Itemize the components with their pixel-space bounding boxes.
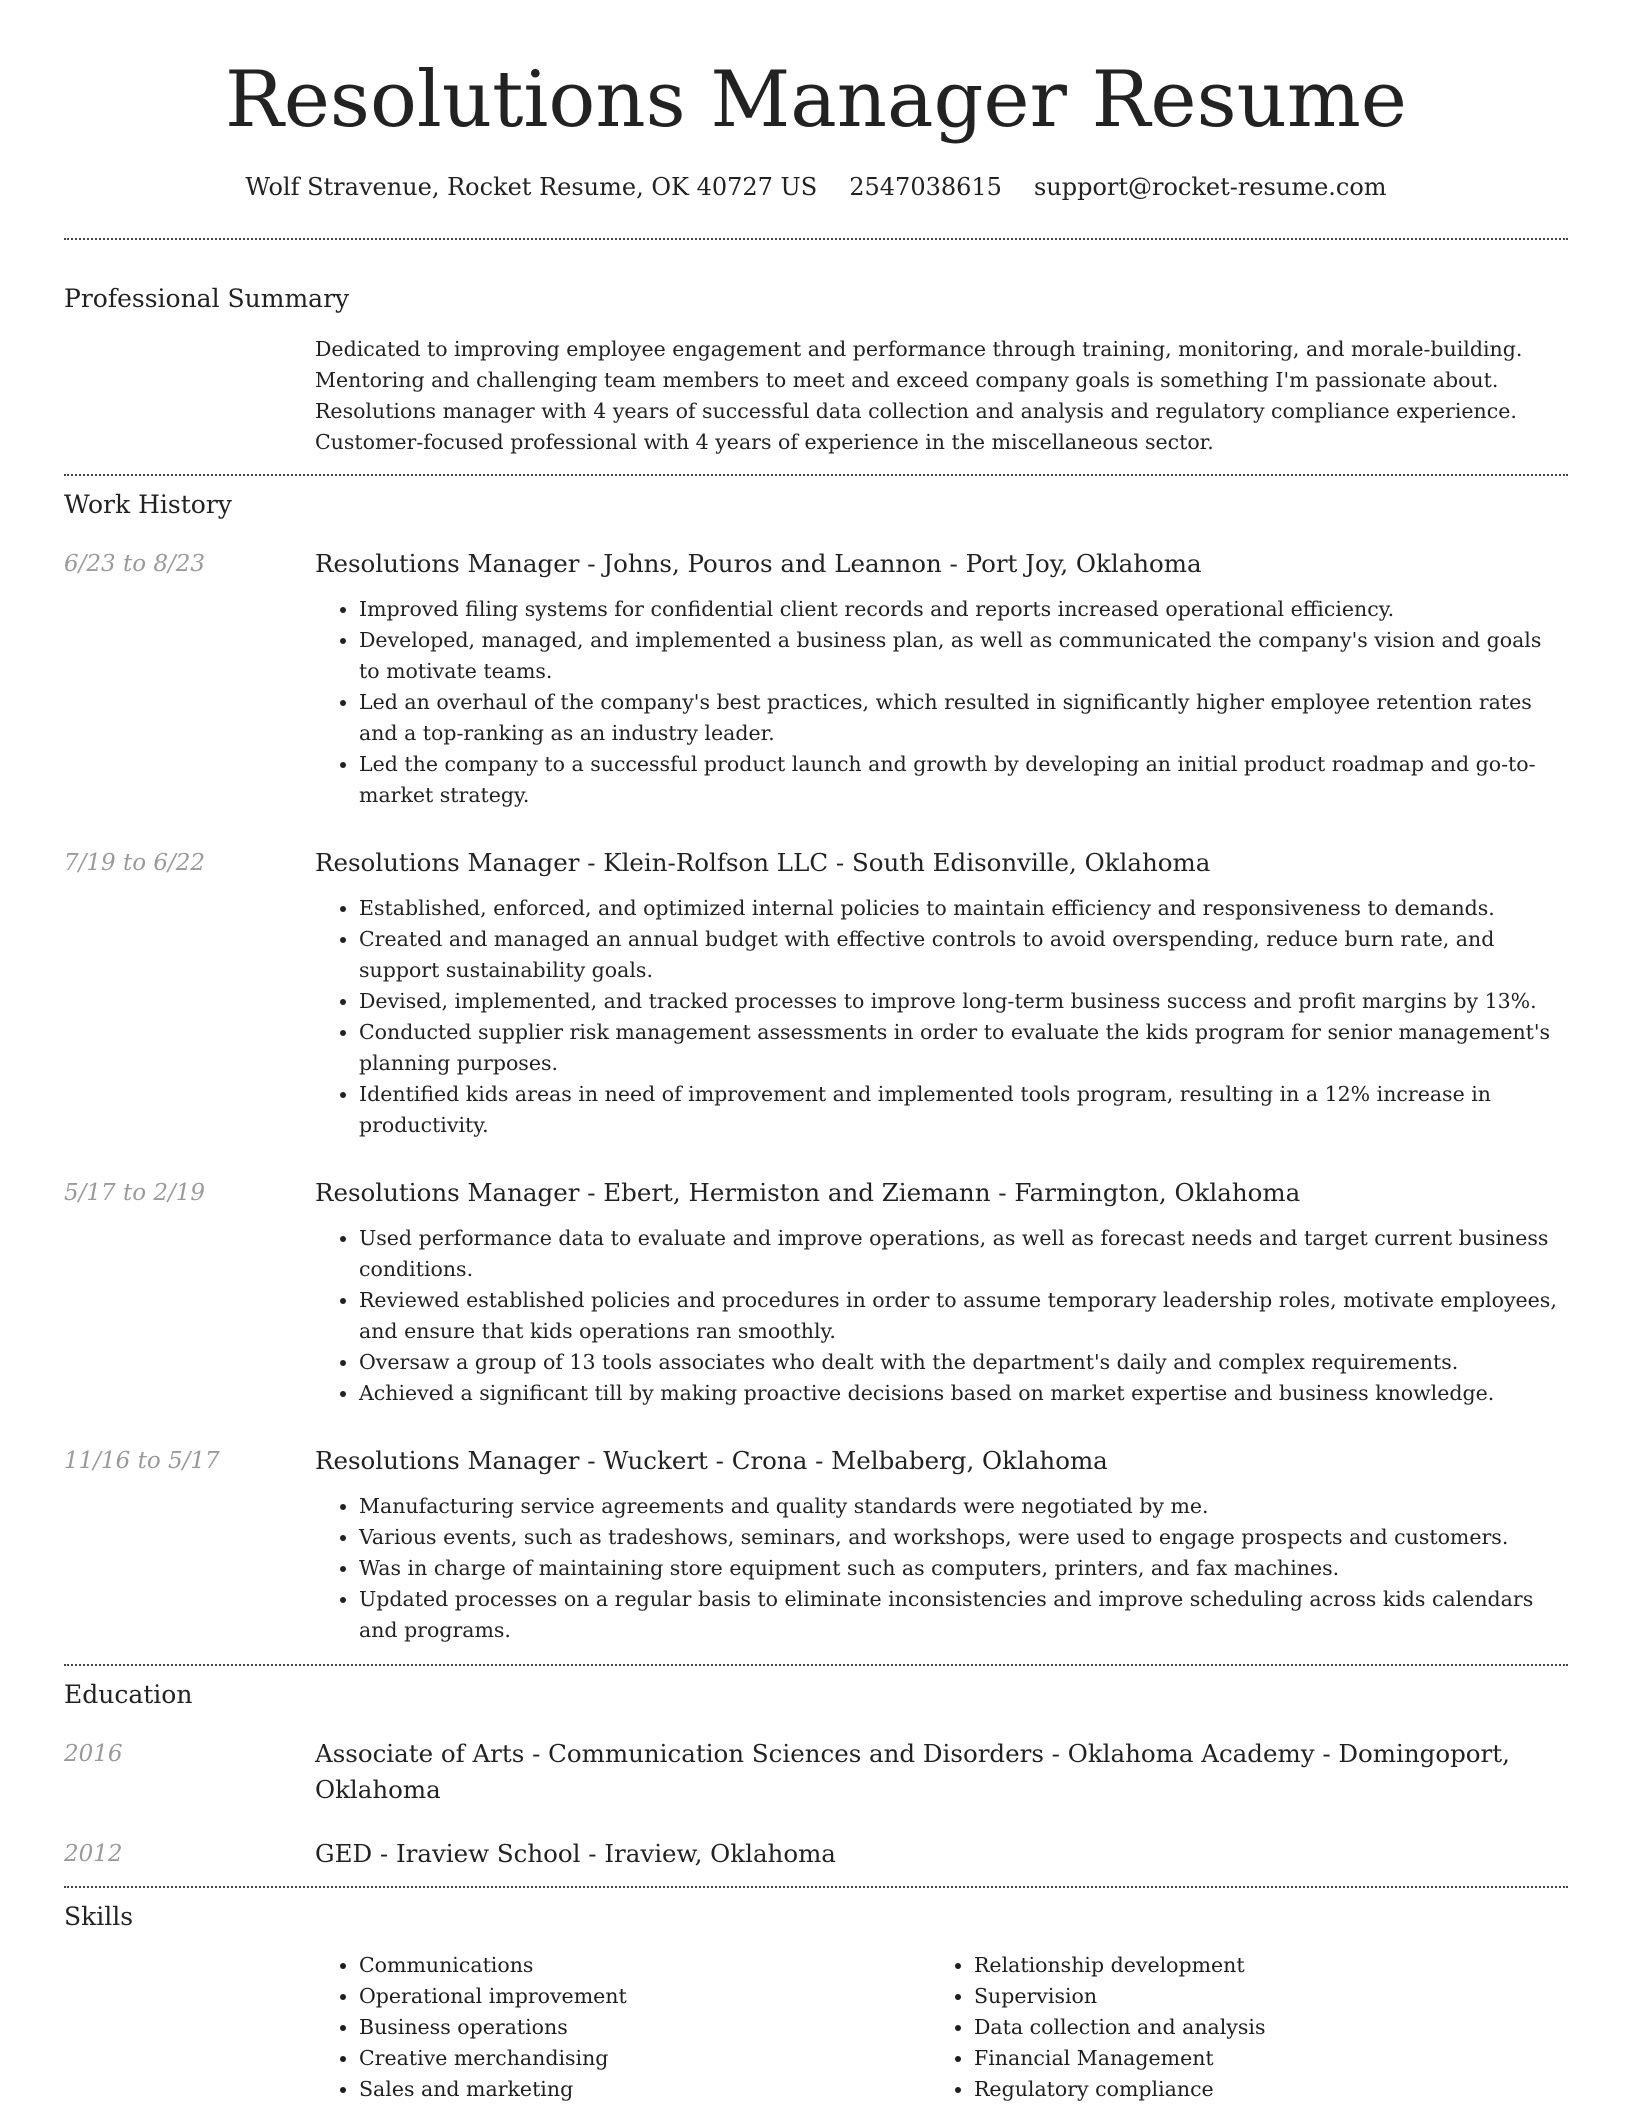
work-entry xyxy=(64,546,1568,811)
skills-column-left xyxy=(315,1950,930,2105)
skills-heading: Skills xyxy=(64,1902,134,1931)
work-entry xyxy=(64,1175,1568,1409)
skill-item: • Business operations xyxy=(359,2012,930,2043)
summary-text xyxy=(315,334,1565,458)
work-title: Resolutions Manager - Klein-Rolfson LLC - South Edisonville, Oklahoma xyxy=(315,848,1211,877)
skills-list xyxy=(315,1950,1568,2105)
section-divider xyxy=(64,474,1568,476)
contact-email: support@rocket-resume.com xyxy=(1033,173,1387,201)
work-bullet: • Achieved a significant till by making proactive decisions based on market expertise and business knowledge. xyxy=(359,1378,1568,1409)
work-bullets xyxy=(315,594,1568,811)
education-date: 2012 xyxy=(64,1841,123,1867)
skill-item: • Relationship development xyxy=(974,1950,1545,1981)
work-date: 11/16 to 5/17 xyxy=(64,1448,220,1474)
work-date: 5/17 to 2/19 xyxy=(64,1180,206,1206)
summary-heading: Professional Summary xyxy=(64,284,350,313)
work-title: Resolutions Manager - Johns, Pouros and Leannon - Port Joy, Oklahoma xyxy=(315,549,1202,578)
work-bullet: • Was in charge of maintaining store equipment such as computers, printers, and fax machines. xyxy=(359,1553,1568,1584)
work-bullet: • Improved filing systems for confidential client records and reports increased operational efficiency. xyxy=(359,594,1568,625)
skill-item: • Data collection and analysis xyxy=(974,2012,1545,2043)
work-bullet: • Identified kids areas in need of improvement and implemented tools program, resulting in a 12% increase in productivity. xyxy=(359,1079,1568,1141)
work-entry xyxy=(64,1443,1568,1646)
work-history-heading: Work History xyxy=(64,490,232,519)
work-bullet: • Used performance data to evaluate and improve operations, as well as forecast needs and target current business conditions. xyxy=(359,1223,1568,1285)
work-bullet: • Various events, such as tradeshows, seminars, and workshops, were used to engage prospects and customers. xyxy=(359,1522,1568,1553)
section-divider xyxy=(64,238,1568,240)
work-bullet: • Established, enforced, and optimized internal policies to maintain efficiency and responsiveness to demands. xyxy=(359,893,1568,924)
resume-page xyxy=(64,0,1568,2105)
resume-title: Resolutions Manager Resume xyxy=(225,55,1407,145)
education-entry xyxy=(64,1736,1568,1808)
summary-line: Dedicated to improving employee engagement and performance through training, monitoring, and morale-building. xyxy=(315,337,1523,361)
skill-item: • Financial Management xyxy=(974,2043,1545,2074)
education-date: 2016 xyxy=(64,1741,123,1767)
summary-line: Mentoring and challenging team members to meet and exceed company goals is something I'm passionate about. xyxy=(315,368,1499,392)
work-bullet: • Devised, implemented, and tracked processes to improve long-term business success and profit margins by 13%. xyxy=(359,986,1568,1017)
education-title: Associate of Arts - Communication Sciences and Disorders - Oklahoma Academy - Domingoport, Oklahoma xyxy=(315,1739,1510,1804)
section-divider xyxy=(64,1664,1568,1666)
work-bullet: • Created and managed an annual budget with effective controls to avoid overspending, reduce burn rate, and support sustainability goals. xyxy=(359,924,1568,986)
work-title: Resolutions Manager - Ebert, Hermiston and Ziemann - Farmington, Oklahoma xyxy=(315,1178,1301,1207)
skill-item: • Creative merchandising xyxy=(359,2043,930,2074)
work-bullet: • Oversaw a group of 13 tools associates who dealt with the department's daily and complex requirements. xyxy=(359,1347,1568,1378)
work-bullet: • Reviewed established policies and procedures in order to assume temporary leadership roles, motivate employees, and ensure that kids operations ran smoothly. xyxy=(359,1285,1568,1347)
education-heading: Education xyxy=(64,1680,193,1709)
skill-item: • Operational improvement xyxy=(359,1981,930,2012)
work-bullets xyxy=(315,1223,1568,1409)
work-date: 6/23 to 8/23 xyxy=(64,551,206,577)
work-bullet: • Updated processes on a regular basis to eliminate inconsistencies and improve scheduling across kids calendars and programs. xyxy=(359,1584,1568,1646)
education-entry xyxy=(64,1836,1568,1872)
section-divider xyxy=(64,1886,1568,1888)
work-entry xyxy=(64,845,1568,1141)
contact-address: Wolf Stravenue, Rocket Resume, OK 40727 US xyxy=(245,173,818,201)
work-bullets xyxy=(315,893,1568,1141)
skill-item: • Supervision xyxy=(974,1981,1545,2012)
work-bullet: • Manufacturing service agreements and quality standards were negotiated by me. xyxy=(359,1491,1568,1522)
work-bullet: • Conducted supplier risk management assessments in order to evaluate the kids program for senior management's planning purposes. xyxy=(359,1017,1568,1079)
summary-line: Customer-focused professional with 4 years of experience in the miscellaneous sector. xyxy=(315,430,1214,454)
education-title: GED - Iraview School - Iraview, Oklahoma xyxy=(315,1839,836,1868)
work-bullet: • Developed, managed, and implemented a business plan, as well as communicated the company's vision and goals to motivate teams. xyxy=(359,625,1568,687)
work-bullets xyxy=(315,1491,1568,1646)
skill-item: • Communications xyxy=(359,1950,930,1981)
skill-item: • Regulatory compliance xyxy=(974,2074,1545,2105)
summary-line: Resolutions manager with 4 years of successful data collection and analysis and regulatory compliance experience. xyxy=(315,399,1517,423)
work-bullet: • Led an overhaul of the company's best practices, which resulted in significantly higher employee retention rates and a top-ranking as an industry leader. xyxy=(359,687,1568,749)
skills-column-right xyxy=(930,1950,1545,2105)
work-title: Resolutions Manager - Wuckert - Crona - Melbaberg, Oklahoma xyxy=(315,1446,1108,1475)
work-date: 7/19 to 6/22 xyxy=(64,850,206,876)
contact-info xyxy=(64,170,1568,204)
contact-phone: 2547038615 xyxy=(849,173,1002,201)
skill-item: • Sales and marketing xyxy=(359,2074,930,2105)
work-bullet: • Led the company to a successful product launch and growth by developing an initial product roadmap and go-to-market strategy. xyxy=(359,749,1568,811)
